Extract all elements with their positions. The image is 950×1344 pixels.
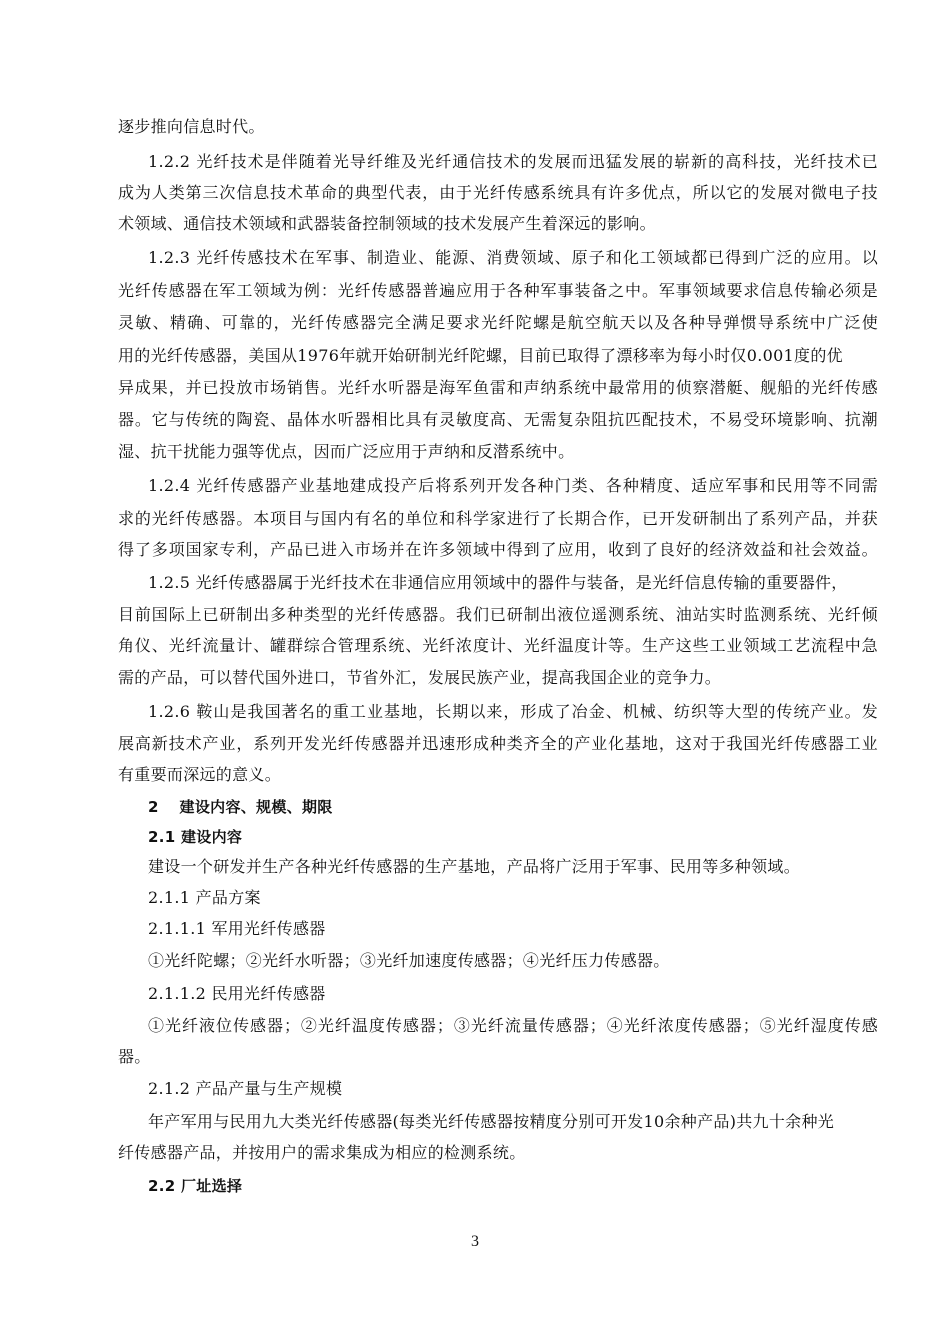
paragraph-line: 器。 — [118, 1047, 151, 1066]
paragraph-line: 求的光纤传感器。本项目与国内有名的单位和科学家进行了长期合作，已开发研制出了系列产品，并获 — [118, 509, 878, 528]
paragraph-line: 年产军用与民用九大类光纤传感器(每类光纤传感器按精度分别可开发10余种产品)共九十余种光 — [148, 1112, 835, 1131]
paragraph-line: 器。它与传统的陶瓷、晶体水听器相比具有灵敏度高、无需复杂阻抗匹配技术，不易受环境影响、抗潮 — [118, 410, 878, 429]
paragraph-line: 用的光纤传感器，美国从1976年就开始研制光纤陀螺，目前已取得了漂移率为每小时仅0.001度的优 — [118, 346, 843, 365]
subsection-heading: 2.2 厂址选择 — [148, 1177, 243, 1195]
paragraph-line: 灵敏、精确、可靠的，光纤传感器完全满足要求光纤陀螺是航空航天以及各种导弹惯导系统中广泛使 — [118, 313, 878, 332]
paragraph-line: 光纤传感器在军工领域为例：光纤传感器普遍应用于各种军事装备之中。军事领域要求信息传输必须是 — [118, 281, 878, 300]
paragraph-line: 1.2.5 光纤传感器属于光纤技术在非通信应用领域中的器件与装备，是光纤信息传输的重要器件， — [148, 573, 848, 592]
subsection-title: 2.1.2 产品产量与生产规模 — [148, 1079, 343, 1098]
paragraph-line: 异成果，并已投放市场销售。光纤水听器是海军鱼雷和声纳系统中最常用的侦察潜艇、舰船的光纤传感 — [118, 378, 878, 397]
paragraph-line: 目前国际上已研制出多种类型的光纤传感器。我们已研制出液位遥测系统、油站实时监测系统、光纤倾 — [118, 605, 878, 624]
paragraph-line: 建设一个研发并生产各种光纤传感器的生产基地，产品将广泛用于军事、民用等多种领域。 — [148, 857, 801, 876]
subsection-title: 2.1.1.1 军用光纤传感器 — [148, 919, 326, 938]
paragraph-line: 有重要而深远的意义。 — [118, 765, 282, 784]
page-number: 3 — [471, 1233, 479, 1250]
paragraph-line: ①光纤液位传感器；②光纤温度传感器；③光纤流量传感器；④光纤浓度传感器；⑤光纤湿度传感 — [148, 1016, 878, 1035]
subsection-title: 2.1.1 产品方案 — [148, 888, 261, 907]
paragraph-line: 展高新技术产业，系列开发光纤传感器并迅速形成种类齐全的产业化基地，这对于我国光纤传感器工业 — [118, 734, 878, 753]
paragraph-line: 1.2.3 光纤传感技术在军事、制造业、能源、消费领域、原子和化工领域都已得到广泛的应用。以 — [148, 248, 878, 267]
paragraph-line: 成为人类第三次信息技术革命的典型代表，由于光纤传感系统具有许多优点，所以它的发展对微电子技 — [118, 183, 878, 202]
paragraph-line: 角仪、光纤流量计、罐群综合管理系统、光纤浓度计、光纤温度计等。生产这些工业领域工艺流程中急 — [118, 636, 878, 655]
subsection-heading: 2.1 建设内容 — [148, 828, 243, 846]
subsection-title: 2.1.1.2 民用光纤传感器 — [148, 984, 326, 1003]
paragraph-line: 需的产品，可以替代国外进口，节省外汇，发展民族产业，提高我国企业的竞争力。 — [118, 668, 722, 687]
paragraph-line: 得了多项国家专利，产品已进入市场并在许多领域中得到了应用，收到了良好的经济效益和社会效益。 — [118, 540, 878, 559]
paragraph-line: 术领域、通信技术领域和武器装备控制领域的技术发展产生着深远的影响。 — [118, 214, 656, 233]
paragraph-line: 湿、抗干扰能力强等优点，因而广泛应用于声纳和反潜系统中。 — [118, 442, 575, 461]
paragraph-line: 1.2.4 光纤传感器产业基地建成投产后将系列开发各种门类、各种精度、适应军事和民用等不同需 — [148, 476, 878, 495]
section-heading: 2 建设内容、规模、期限 — [148, 798, 333, 816]
paragraph-line: 逐步推向信息时代。 — [118, 117, 265, 136]
paragraph-line: 1.2.2 光纤技术是伴随着光导纤维及光纤通信技术的发展而迅猛发展的崭新的高科技，光纤技术已 — [148, 152, 878, 171]
paragraph-line: 纤传感器产品，并按用户的需求集成为相应的检测系统。 — [118, 1143, 526, 1162]
paragraph-line: ①光纤陀螺；②光纤水听器；③光纤加速度传感器；④光纤压力传感器。 — [148, 951, 670, 970]
paragraph-line: 1.2.6 鞍山是我国著名的重工业基地，长期以来，形成了冶金、机械、纺织等大型的传统产业。发 — [148, 702, 878, 721]
